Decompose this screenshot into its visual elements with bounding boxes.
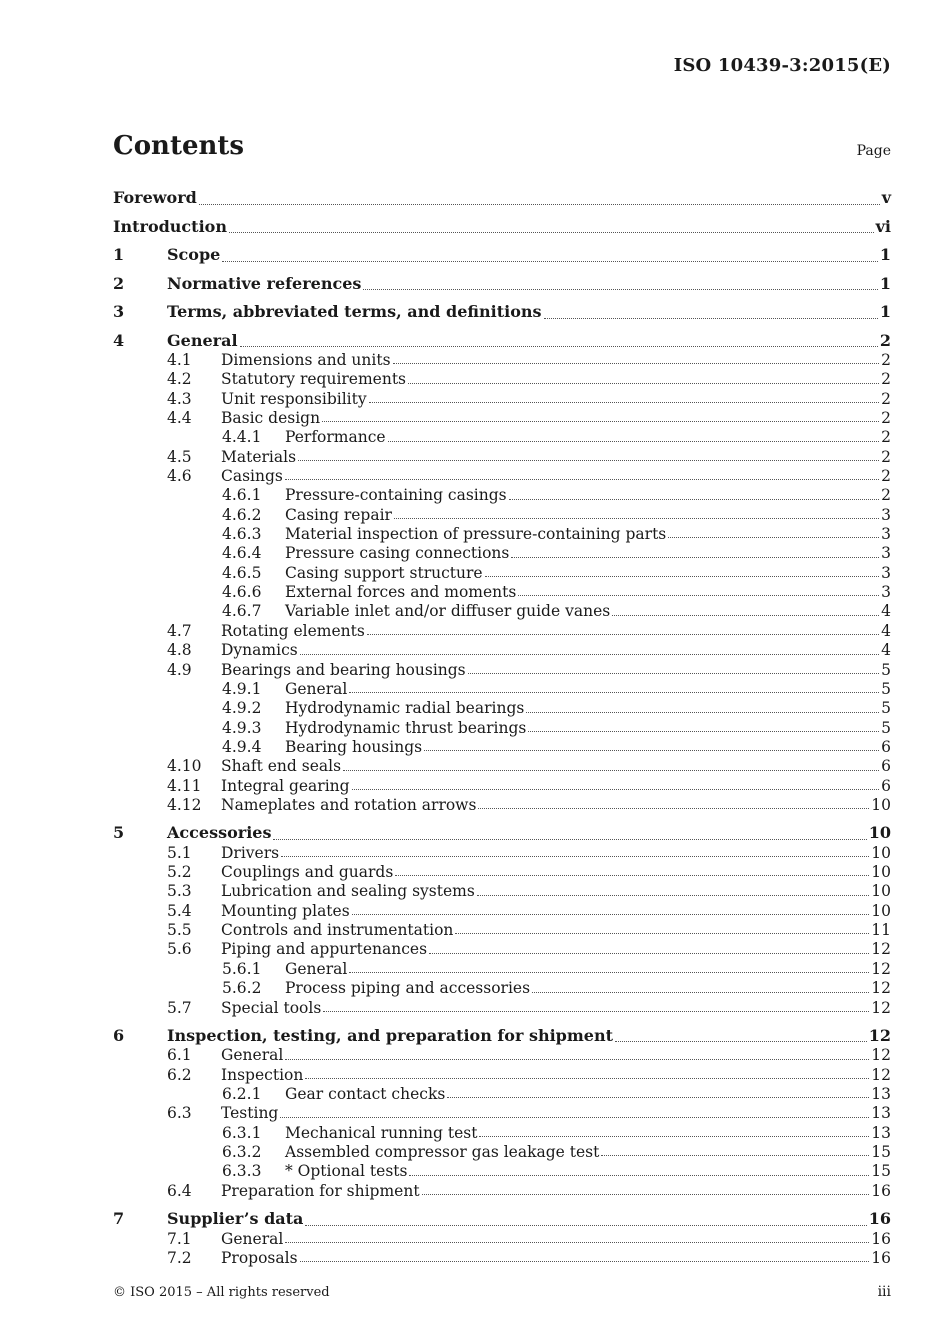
- toc-entry-number: 4.6.1: [222, 486, 262, 505]
- toc-entry[interactable]: [113, 680, 891, 699]
- toc-dot-leader: [429, 952, 869, 954]
- toc-entry-title: General: [221, 1229, 284, 1248]
- toc-entry[interactable]: [113, 1143, 891, 1162]
- toc-entry-number: 4.6: [167, 467, 192, 486]
- toc-dot-leader: [393, 362, 880, 364]
- toc-dot-leader: [305, 1224, 866, 1226]
- toc-entry[interactable]: [113, 1066, 891, 1085]
- toc-dot-leader: [229, 231, 874, 233]
- toc-dot-leader: [240, 345, 878, 347]
- toc-entry[interactable]: [113, 757, 891, 776]
- toc-entry-number: 6.4: [167, 1181, 192, 1200]
- toc-entry[interactable]: [113, 544, 891, 563]
- document-id: ISO 10439-3:2015(E): [673, 55, 891, 76]
- toc-entry[interactable]: [113, 583, 891, 602]
- toc-dot-leader: [601, 1154, 869, 1156]
- toc-dot-leader: [395, 874, 869, 876]
- toc-entry-page: 5: [881, 660, 891, 679]
- toc-entry[interactable]: [113, 999, 891, 1018]
- toc-dot-leader: [511, 556, 879, 558]
- toc-dot-leader: [285, 478, 879, 480]
- toc-entry[interactable]: [113, 661, 891, 680]
- toc-entry-page: 12: [871, 1046, 891, 1065]
- toc-entry-number: 4.8: [167, 641, 192, 660]
- toc-entry-page: 2: [881, 428, 891, 447]
- toc-entry-title: Materials: [221, 447, 297, 466]
- toc-entry-title: Foreword: [113, 188, 197, 207]
- toc-entry-title: Gear contact checks: [285, 1085, 446, 1104]
- toc-entry-page: 6: [881, 776, 891, 795]
- toc-entry-page: 10: [871, 795, 891, 814]
- toc-dot-leader: [273, 838, 866, 840]
- toc-entry-number: 4.10: [167, 757, 202, 776]
- toc-dot-leader: [394, 517, 879, 519]
- toc-entry-title: Bearing housings: [285, 737, 423, 756]
- toc-entry-title: Dynamics: [221, 641, 298, 660]
- toc-dot-leader: [369, 401, 880, 403]
- toc-entry-title: General: [221, 1046, 284, 1065]
- toc-entry-number: 5.5: [167, 921, 192, 940]
- toc-entry-number: 5.3: [167, 882, 192, 901]
- page-column-label: Page: [856, 143, 891, 159]
- toc-entry[interactable]: [113, 641, 891, 660]
- toc-entry[interactable]: [113, 184, 891, 213]
- toc-entry-number: 4.12: [167, 795, 202, 814]
- toc-entry-title: Process piping and accessories: [285, 979, 531, 998]
- toc-entry-title: Unit responsibility: [221, 389, 367, 408]
- toc-entry[interactable]: [113, 1230, 891, 1249]
- toc-entry-page: 2: [881, 351, 891, 369]
- toc-entry-page: 2: [881, 389, 891, 408]
- toc-entry-number: 4.6.6: [222, 583, 262, 602]
- footer-copyright: © ISO 2015 – All rights reserved: [113, 1285, 330, 1300]
- toc-dot-leader: [298, 459, 879, 461]
- toc-dot-leader: [612, 614, 879, 616]
- toc-dot-leader: [447, 1096, 869, 1098]
- toc-dot-leader: [408, 382, 879, 384]
- toc-entry-number: 4.6.7: [222, 602, 262, 621]
- toc-dot-leader: [305, 1077, 869, 1079]
- toc-entry-page: 2: [881, 370, 891, 389]
- toc-entry-title: Performance: [285, 428, 386, 447]
- toc-entry-number: 6.3: [167, 1104, 192, 1123]
- toc-entry[interactable]: [113, 1162, 891, 1181]
- toc-entry-number: 4.9.4: [222, 737, 262, 756]
- toc-entry[interactable]: [113, 777, 891, 796]
- toc-entry-page: 16: [871, 1248, 891, 1267]
- toc-entry-title: Shaft end seals: [221, 757, 342, 776]
- toc-entry[interactable]: [113, 1124, 891, 1143]
- toc-entry-number: 3: [113, 302, 125, 321]
- toc-entry[interactable]: [113, 1085, 891, 1104]
- toc-entry[interactable]: [113, 796, 891, 815]
- toc-entry-page: 16: [868, 1209, 891, 1229]
- toc-dot-leader: [424, 749, 879, 751]
- toc-entry-page: 16: [871, 1229, 891, 1248]
- toc-entry-number: 4.6.4: [222, 544, 262, 563]
- toc-entry-page: 2: [879, 330, 891, 350]
- toc-entry-page: 1: [879, 302, 891, 321]
- toc-entry-number: 4.4.1: [222, 428, 262, 447]
- toc-entry[interactable]: [113, 213, 891, 242]
- toc-entry-title: Testing: [221, 1104, 279, 1123]
- toc-entry-title: Rotating elements: [221, 621, 365, 640]
- toc-entry-page: 13: [871, 1123, 891, 1142]
- toc-entry-page: 12: [871, 998, 891, 1017]
- toc-dot-leader: [532, 991, 869, 993]
- toc-entry-number: 4.9: [167, 660, 192, 679]
- toc-entry[interactable]: [113, 622, 891, 641]
- toc-entry-title: Casings: [221, 467, 283, 486]
- toc-entry-title: Casing repair: [285, 505, 392, 524]
- toc-entry-page: 4: [881, 621, 891, 640]
- toc-entry[interactable]: [113, 1104, 891, 1123]
- toc-entry-page: 13: [871, 1104, 891, 1123]
- toc-entry-number: 5.6.2: [222, 979, 262, 998]
- toc-entry-number: 4.9.3: [222, 718, 262, 737]
- toc-entry-page: 15: [871, 1143, 891, 1162]
- toc-entry-title: Hydrodynamic thrust bearings: [285, 718, 527, 737]
- toc-dot-leader: [526, 711, 879, 713]
- toc-entry-title: Controls and instrumentation: [221, 921, 454, 940]
- toc-dot-leader: [668, 536, 879, 538]
- toc-entry-page: 10: [868, 823, 891, 843]
- toc-dot-leader: [352, 913, 870, 915]
- toc-entry-number: 4.2: [167, 370, 192, 389]
- toc-entry-page: 12: [871, 959, 891, 978]
- toc-entry-page: 5: [881, 679, 891, 698]
- toc-entry-number: 7.2: [167, 1248, 192, 1267]
- toc-entry-page: 4: [881, 641, 891, 660]
- toc-entry-page: 10: [871, 901, 891, 920]
- toc-entry-page: 3: [881, 563, 891, 582]
- toc-entry[interactable]: [113, 863, 891, 882]
- toc-entry-page: 2: [881, 409, 891, 428]
- toc-entry-title: Preparation for shipment: [221, 1181, 420, 1200]
- toc-entry-number: 5.7: [167, 998, 192, 1017]
- toc-entry[interactable]: [113, 960, 891, 979]
- toc-dot-leader: [343, 769, 879, 771]
- toc-dot-leader: [615, 1040, 867, 1042]
- toc-entry-title: Assembled compressor gas leakage test: [285, 1143, 600, 1162]
- toc-entry-page: 3: [881, 505, 891, 524]
- toc-entry[interactable]: [113, 370, 891, 389]
- toc-dot-leader: [468, 672, 879, 674]
- toc-entry-title: General: [285, 679, 348, 698]
- toc-dot-leader: [352, 788, 880, 790]
- toc-dot-leader: [478, 807, 869, 809]
- toc-dot-leader: [422, 1193, 870, 1195]
- toc-dot-leader: [509, 498, 880, 500]
- toc-entry-page: 6: [881, 737, 891, 756]
- toc-dot-leader: [479, 1135, 869, 1137]
- toc-entry-title: Scope: [167, 245, 221, 264]
- footer-page-number: iii: [877, 1284, 891, 1300]
- toc-entry-page: 3: [881, 525, 891, 544]
- toc-entry-title: Normative references: [167, 273, 362, 293]
- toc-entry-number: 4.9.1: [222, 679, 262, 698]
- toc-dot-leader: [349, 691, 879, 693]
- toc-entry[interactable]: [113, 979, 891, 998]
- toc-entry-number: 6.2: [167, 1065, 192, 1084]
- toc-dot-leader: [280, 1116, 869, 1118]
- toc-entry[interactable]: [113, 525, 891, 544]
- toc-entry-title: Piping and appurtenances: [221, 940, 428, 959]
- toc-entry-title: Mechanical running test: [285, 1123, 478, 1142]
- toc-entry-page: 16: [871, 1181, 891, 1200]
- toc-entry-page: 5: [881, 718, 891, 737]
- toc-dot-leader: [349, 971, 869, 973]
- toc-entry[interactable]: [113, 351, 891, 370]
- toc-dot-leader: [363, 288, 877, 290]
- toc-entry-page: 13: [871, 1085, 891, 1104]
- toc-entry-page: 10: [871, 863, 891, 882]
- toc-dot-leader: [409, 1174, 869, 1176]
- toc-entry-number: 5.4: [167, 901, 192, 920]
- toc-entry[interactable]: [113, 921, 891, 940]
- toc-entry-page: 3: [881, 583, 891, 602]
- toc-entry-title: Nameplates and rotation arrows: [221, 795, 477, 814]
- toc-entry[interactable]: [113, 1249, 891, 1268]
- toc-entry[interactable]: [113, 738, 891, 757]
- toc-entry-number: 4.5: [167, 447, 192, 466]
- toc-entry[interactable]: [113, 467, 891, 486]
- toc-entry[interactable]: [113, 844, 891, 863]
- toc-entry[interactable]: [113, 602, 891, 621]
- toc-entry-number: 1: [113, 245, 125, 264]
- toc-entry-number: 6.2.1: [222, 1085, 262, 1104]
- toc-entry[interactable]: [113, 699, 891, 718]
- toc-entry[interactable]: [113, 390, 891, 409]
- toc-entry[interactable]: [113, 241, 891, 270]
- toc-entry-page: 2: [881, 447, 891, 466]
- toc-entry-title: Couplings and guards: [221, 863, 394, 882]
- toc-entry-title: Introduction: [113, 216, 227, 236]
- toc-entry-number: 4.6.3: [222, 525, 262, 544]
- toc-entry[interactable]: [113, 902, 891, 921]
- toc-entry-title: Special tools: [221, 998, 322, 1017]
- toc-entry-number: 2: [113, 273, 125, 293]
- toc-dot-leader: [281, 855, 869, 857]
- toc-dot-leader: [199, 203, 880, 205]
- toc-entry-page: 6: [881, 757, 891, 776]
- toc-entry-page: 11: [871, 921, 891, 940]
- toc-entry-number: 7.1: [167, 1229, 192, 1248]
- toc-entry-number: 6.3.2: [222, 1143, 262, 1162]
- toc-entry-number: 5.1: [167, 843, 192, 862]
- toc-entry-title: Accessories: [167, 823, 272, 843]
- toc-dot-leader: [485, 575, 880, 577]
- toc-entry-title: Casing support structure: [285, 563, 483, 582]
- toc-entry-page: vi: [875, 216, 891, 236]
- toc-dot-leader: [455, 932, 869, 934]
- toc-entry-title: Lubrication and sealing systems: [221, 882, 475, 901]
- toc-dot-leader: [285, 1241, 869, 1243]
- toc-entry-title: Material inspection of pressure-containing parts: [285, 525, 667, 544]
- toc-entry-title: Terms, abbreviated terms, and definitions: [167, 302, 542, 321]
- toc-entry-number: 6: [113, 1025, 125, 1045]
- toc-entry-title: Statutory requirements: [221, 370, 407, 389]
- table-of-contents: [113, 184, 891, 1268]
- toc-dot-leader: [528, 730, 879, 732]
- toc-entry[interactable]: [113, 1182, 891, 1201]
- toc-entry-title: Mounting plates: [221, 901, 350, 920]
- toc-entry-title: General: [167, 330, 238, 350]
- toc-entry-number: 5: [113, 823, 125, 843]
- toc-dot-leader: [222, 260, 878, 262]
- toc-entry-title: Bearings and bearing housings: [221, 660, 466, 679]
- toc-entry[interactable]: [113, 486, 891, 505]
- toc-entry-page: 3: [881, 544, 891, 563]
- toc-dot-leader: [367, 633, 879, 635]
- toc-entry[interactable]: [113, 448, 891, 467]
- toc-entry-page: 1: [879, 273, 891, 293]
- toc-entry-title: General: [285, 959, 348, 978]
- toc-entry-number: 4: [113, 330, 125, 350]
- toc-entry[interactable]: [113, 270, 891, 299]
- toc-entry-number: 6.1: [167, 1046, 192, 1065]
- toc-entry-number: 7: [113, 1209, 125, 1229]
- toc-entry[interactable]: [113, 506, 891, 525]
- toc-entry[interactable]: [113, 409, 891, 428]
- toc-entry-number: 4.6.5: [222, 563, 262, 582]
- toc-entry-title: Variable inlet and/or diffuser guide vanes: [285, 602, 611, 621]
- toc-entry-title: Basic design: [221, 409, 321, 428]
- toc-entry-page: 12: [868, 1025, 891, 1045]
- toc-entry-title: Proposals: [221, 1248, 298, 1267]
- toc-entry-page: v: [881, 188, 891, 207]
- toc-entry-page: 12: [871, 1065, 891, 1084]
- toc-entry[interactable]: [113, 940, 891, 959]
- toc-dot-leader: [544, 317, 878, 319]
- toc-entry-number: 5.6.1: [222, 959, 262, 978]
- toc-entry-title: Inspection, testing, and preparation for shipment: [167, 1025, 613, 1045]
- toc-entry-title: Integral gearing: [221, 776, 350, 795]
- toc-dot-leader: [388, 440, 880, 442]
- toc-entry-title: Pressure casing connections: [285, 544, 510, 563]
- toc-entry-number: 5.2: [167, 863, 192, 882]
- toc-dot-leader: [477, 894, 869, 896]
- toc-entry-number: 4.3: [167, 389, 192, 408]
- toc-entry-page: 2: [881, 486, 891, 505]
- toc-entry-number: 4.4: [167, 409, 192, 428]
- toc-entry[interactable]: [113, 882, 891, 901]
- toc-entry-title: Hydrodynamic radial bearings: [285, 699, 525, 718]
- toc-entry-title: Dimensions and units: [221, 351, 391, 369]
- toc-entry-page: 12: [871, 940, 891, 959]
- toc-entry-number: 6.3.1: [222, 1123, 262, 1142]
- toc-entry-number: 4.6.2: [222, 505, 262, 524]
- toc-dot-leader: [285, 1058, 869, 1060]
- toc-entry-number: 4.9.2: [222, 699, 262, 718]
- toc-entry-page: 4: [881, 602, 891, 621]
- toc-entry-page: 10: [871, 843, 891, 862]
- toc-entry-page: 1: [879, 245, 891, 264]
- toc-entry-page: 2: [881, 467, 891, 486]
- toc-entry-title: * Optional tests: [285, 1162, 408, 1181]
- toc-entry-title: Drivers: [221, 843, 280, 862]
- toc-entry-title: External forces and moments: [285, 583, 517, 602]
- toc-dot-leader: [300, 653, 879, 655]
- page-title: Contents: [113, 131, 245, 161]
- toc-entry-page: 5: [881, 699, 891, 718]
- toc-entry-number: 4.7: [167, 621, 192, 640]
- toc-entry-title: Pressure-containing casings: [285, 486, 507, 505]
- toc-entry-title: Supplier’s data: [167, 1209, 304, 1229]
- toc-dot-leader: [300, 1260, 870, 1262]
- toc-entry-page: 15: [871, 1162, 891, 1181]
- toc-entry-number: 4.11: [167, 776, 202, 795]
- toc-entry[interactable]: [113, 564, 891, 583]
- toc-dot-leader: [518, 594, 879, 596]
- toc-entry-number: 5.6: [167, 940, 192, 959]
- toc-dot-leader: [323, 1010, 869, 1012]
- toc-entry[interactable]: [113, 298, 891, 327]
- toc-entry-page: 12: [871, 979, 891, 998]
- toc-dot-leader: [322, 420, 879, 422]
- toc-entry-page: 10: [871, 882, 891, 901]
- toc-entry-number: 4.1: [167, 351, 192, 369]
- toc-entry[interactable]: [113, 428, 891, 447]
- toc-entry-title: Inspection: [221, 1065, 304, 1084]
- toc-entry[interactable]: [113, 719, 891, 738]
- toc-entry-number: 6.3.3: [222, 1162, 262, 1181]
